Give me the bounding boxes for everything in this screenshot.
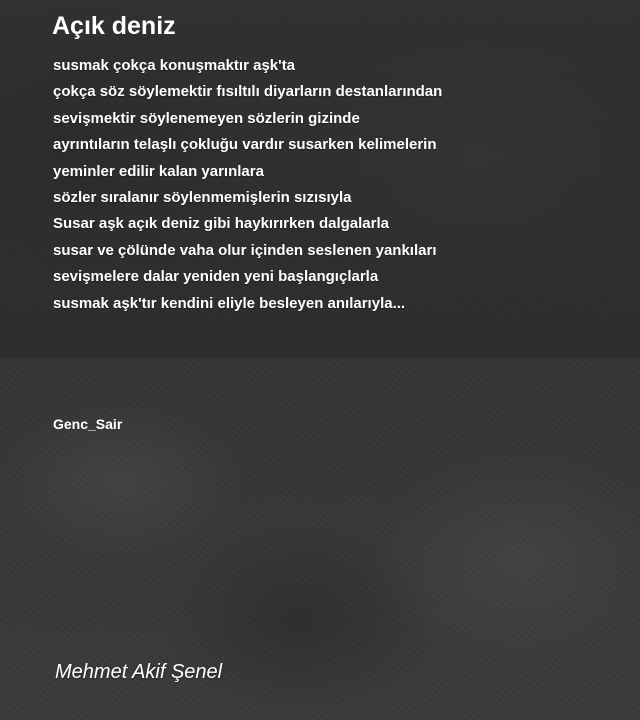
poem-line: ayrıntıların telaşlı çokluğu vardır susarken kelimelerin [53,136,437,154]
poem-line: susmak çokça konuşmaktır aşk'ta [53,57,296,74]
poem-line: yeminler edilir kalan yarınlara [53,162,264,180]
poem-line: sevişmelere dalar yeniden yeni başlangıçlarla [53,268,379,286]
poem-title: Açık deniz [52,12,176,40]
poem-line: susar ve çölünde vaha olur içinden seslenen yankıları [53,241,437,259]
poem-line: çokça söz söylemektir fısıltılı diyarların destanlarından [53,83,443,101]
poem-line: susmak aşk'tır kendini eliyle besleyen anılarıyla... [53,294,406,312]
poem-body [53,53,442,317]
poem-line: sözler sıralanır söylenmemişlerin sızısıyla [53,188,352,206]
poem-panel [0,0,640,358]
poem-line: Susar aşk açık deniz gibi haykırırken dalgalarla [53,215,389,233]
submitter-username: Genc_Sair [53,416,123,432]
poem-line: sevişmektir söylenemeyen sözlerin gizinde [53,109,360,127]
poet-name: Mehmet Akif Şenel [55,661,223,683]
